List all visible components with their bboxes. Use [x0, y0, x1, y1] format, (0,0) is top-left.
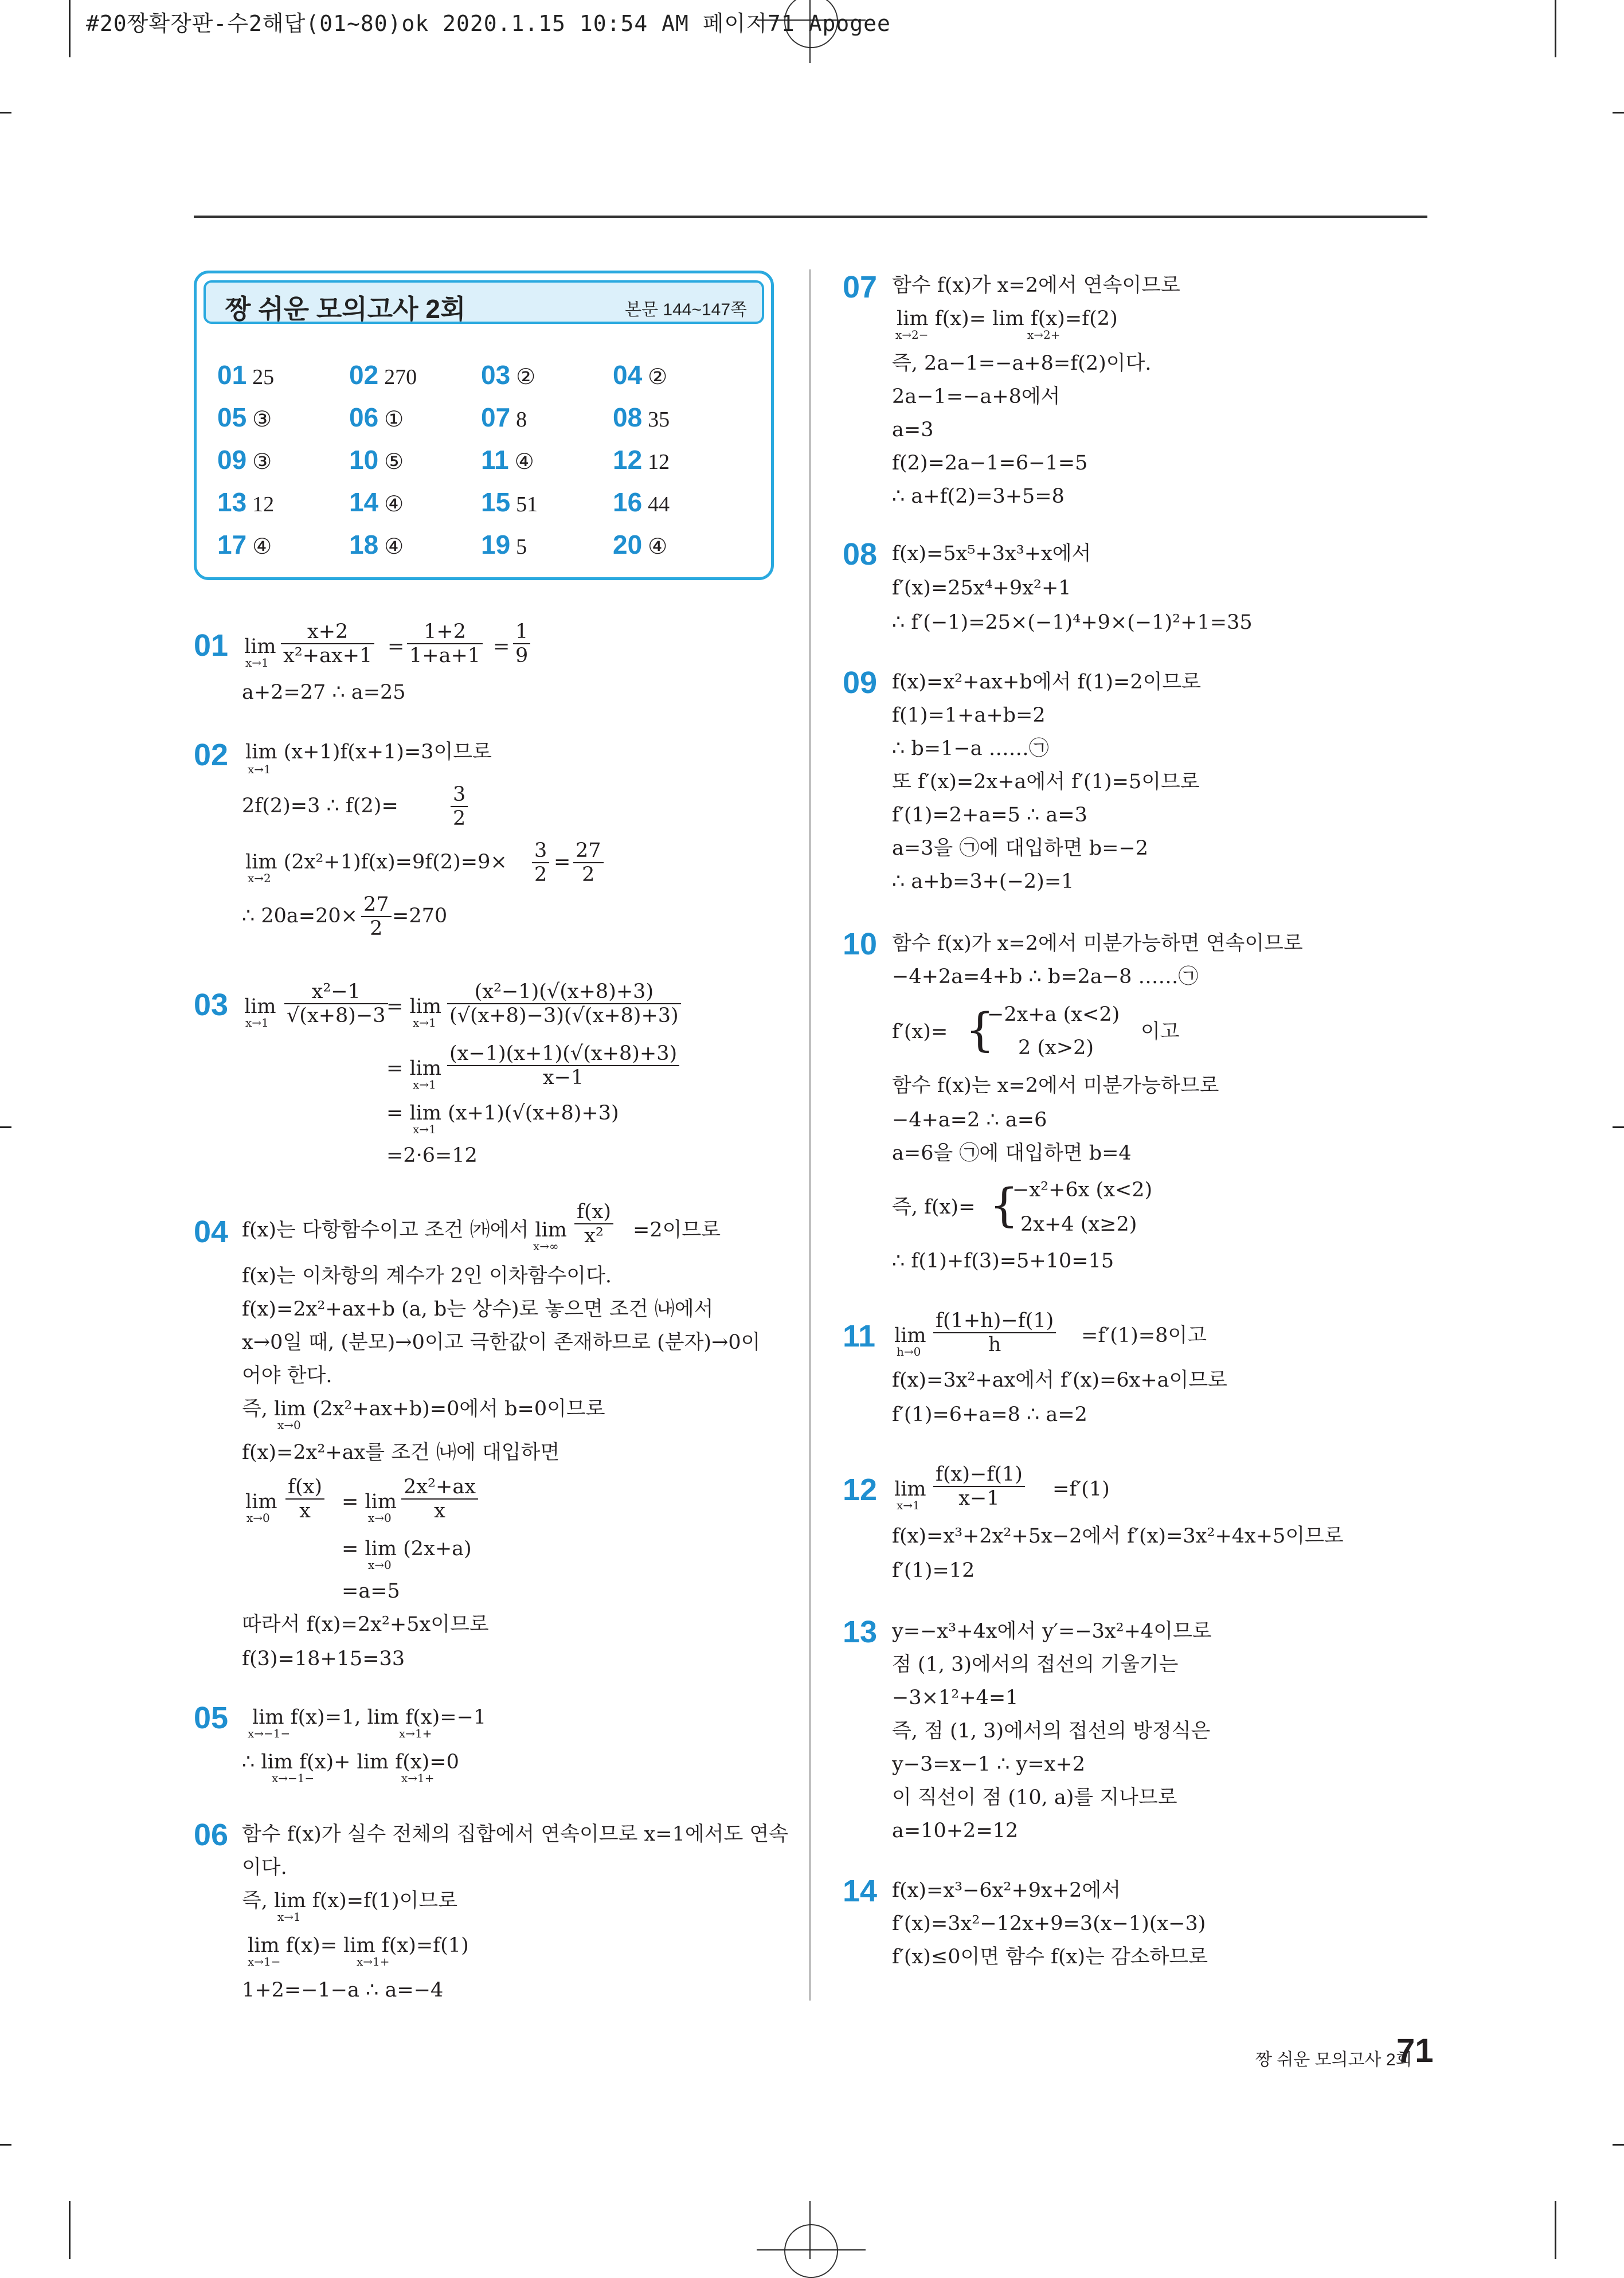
case-line: −2x+a (x<2): [987, 1003, 1120, 1026]
solution-line: f′(x)=3x²−12x+9=3(x−1)(x−3): [892, 1912, 1206, 1935]
registration-line: [809, 2201, 811, 2259]
solution-line: f′(x)=25x⁴+9x²+1: [892, 577, 1071, 600]
answer-number: 19: [481, 530, 511, 559]
equals: =: [493, 635, 510, 658]
answer-number: 13: [217, 487, 247, 517]
answer-value: ③: [252, 450, 272, 474]
limit-symbol: = lim: [342, 1490, 397, 1513]
answer-item: [349, 402, 404, 433]
header-rule: [194, 216, 1427, 218]
solution-line: =2이므로: [633, 1219, 721, 1242]
solution-line: 이고: [1141, 1020, 1180, 1043]
solution-line: ∴ f(1)+f(3)=5+10=15: [892, 1250, 1114, 1273]
answer-box-header: [204, 280, 764, 324]
problem-number: 11: [843, 1319, 876, 1353]
answer-value: ①: [384, 408, 404, 432]
limit-subscript: x→0: [246, 1511, 270, 1525]
fraction: [401, 1475, 478, 1522]
solution-line: f(x)=2x²+ax+b (a, b는 상수)로 놓으면 조건 ㈏에서: [242, 1298, 714, 1321]
solution-line: f(2)=2a−1=6−1=5: [892, 452, 1088, 475]
problem-number: 02: [194, 738, 229, 772]
answer-item: [613, 359, 667, 390]
problem-number: 14: [843, 1874, 878, 1908]
solution-line: a=10+2=12: [892, 1819, 1019, 1842]
numerator: f(x): [285, 1475, 324, 1500]
numerator: f(x): [574, 1200, 613, 1224]
limit-subscript: x→−1−: [248, 1727, 291, 1740]
answer-number: 03: [481, 360, 511, 390]
answer-item: [217, 402, 272, 433]
numerator: 27: [573, 839, 604, 863]
answer-value: 25: [252, 365, 275, 389]
denominator: 1+a+1: [409, 644, 481, 667]
denominator: 2: [453, 807, 466, 830]
denominator: 2: [370, 917, 383, 940]
limit-subscript: x→1: [248, 762, 271, 776]
solution-line: lim f(x)= lim f(x)=f(2): [897, 307, 1118, 330]
answer-item: [349, 529, 404, 560]
fraction: [285, 1475, 324, 1522]
answer-item: [613, 444, 670, 475]
denominator: (√(x+8)−3)(√(x+8)+3): [449, 1004, 679, 1027]
solution-line: a+2=27 ∴ a=25: [242, 681, 406, 704]
solution-line: =f′(1): [1052, 1478, 1110, 1501]
solution-line: =2·6=12: [386, 1144, 478, 1167]
problem-number: 12: [843, 1473, 878, 1507]
solution-line: f(x)=2x²+ax를 조건 ㈏에 대입하면: [242, 1441, 560, 1464]
solution-line: 함수 f(x)가 실수 전체의 집합에서 연속이므로 x=1에서도 연속: [242, 1823, 789, 1846]
numerator: x+2: [281, 620, 374, 644]
solution-line: 1+2=−1−a ∴ a=−4: [242, 1979, 444, 2002]
denominator: x²: [584, 1224, 604, 1247]
denominator: √(x+8)−3: [287, 1004, 386, 1027]
print-slug: #20짱확장판-수2해답(01~80)ok 2020.1.15 10:54 AM 페이지71 Apogee: [86, 11, 891, 36]
solution-line: 즉, lim f(x)=f(1)이므로: [242, 1889, 458, 1912]
fraction: [933, 1309, 1056, 1356]
solution-line: y−3=x−1 ∴ y=x+2: [892, 1753, 1085, 1776]
crop-mark: [0, 2144, 11, 2146]
fraction: [447, 1042, 679, 1089]
limit-subscript: x→0: [277, 1418, 301, 1432]
limit-subscript: x→−1−: [272, 1771, 315, 1785]
fraction: [573, 839, 604, 886]
answer-number: 18: [349, 530, 379, 559]
answer-value: ④: [384, 492, 404, 516]
solution-line: 점 (1, 3)에서의 접선의 기울기는: [892, 1653, 1179, 1676]
answer-value: ③: [252, 408, 272, 432]
solution-line: = lim (x+1)(√(x+8)+3): [386, 1102, 619, 1125]
problem-number: 06: [194, 1818, 229, 1852]
fraction: [933, 1463, 1025, 1510]
answer-value: 8: [516, 408, 527, 432]
limit-subscript: x→0: [368, 1558, 392, 1572]
answer-number: 11: [481, 445, 509, 475]
solution-line: lim f(x)=1, lim f(x)=−1: [252, 1706, 487, 1729]
answer-item: [217, 444, 272, 475]
answer-item: [217, 529, 272, 560]
limit-symbol: lim: [894, 1478, 926, 1501]
solution-line: lim (x+1)f(x+1)=3이므로: [245, 741, 492, 764]
answer-box-pages: 본문 144~147쪽: [625, 300, 747, 319]
numerator: 3: [532, 839, 549, 863]
answer-box: [194, 271, 774, 580]
limit-subscript: x→0: [368, 1511, 392, 1525]
solution-line: ∴ 20a=20×: [242, 905, 358, 927]
answer-value: ④: [648, 535, 668, 559]
denominator: x−1: [958, 1487, 1000, 1510]
answer-number: 17: [217, 530, 247, 559]
solution-line: =f′(1)=8이고: [1081, 1324, 1207, 1347]
problem-number: 01: [194, 628, 229, 663]
limit-symbol: lim: [894, 1324, 926, 1347]
answer-value: ④: [384, 535, 404, 559]
answer-value: 12: [648, 450, 670, 474]
denominator: x²+ax+1: [283, 644, 373, 667]
solution-line: a=6을 ㉠에 대입하면 b=4: [892, 1142, 1132, 1165]
answer-number: 20: [613, 530, 643, 559]
solution-line: 2f(2)=3 ∴ f(2)=: [242, 794, 398, 817]
problem-number: 05: [194, 1701, 229, 1735]
solution-line: ∴ f′(−1)=25×(−1)⁴+9×(−1)²+1=35: [892, 611, 1253, 634]
solution-line: =270: [392, 905, 448, 927]
numerator: f(x)−f(1): [933, 1463, 1025, 1487]
solution-line: a=3을 ㉠에 대입하면 b=−2: [892, 837, 1149, 860]
problem-number: 10: [843, 927, 878, 961]
limit-subscript: x→1+: [357, 1955, 390, 1968]
problem-number: 09: [843, 666, 878, 700]
solution-line: a=3: [892, 418, 934, 441]
solution-line: f(x)=x³−6x²+9x+2에서: [892, 1879, 1121, 1902]
solution-line: 어야 한다.: [242, 1364, 332, 1387]
solution-line: 즉, 2a−1=−a+8=f(2)이다.: [892, 352, 1152, 375]
denominator: h: [988, 1333, 1001, 1356]
answer-number: 06: [349, 402, 379, 432]
denominator: x: [299, 1500, 311, 1522]
problem-number: 04: [194, 1215, 229, 1249]
denominator: 9: [515, 644, 529, 667]
denominator: 2: [534, 863, 547, 886]
answer-number: 15: [481, 487, 511, 517]
crop-mark: [69, 2201, 71, 2259]
answer-value: 5: [516, 535, 527, 559]
numerator: x²−1: [284, 980, 388, 1004]
crop-mark: [0, 112, 11, 113]
solution-line: 즉, 점 (1, 3)에서의 접선의 방정식은: [892, 1720, 1211, 1743]
limit-subscript: x→1: [245, 1016, 269, 1030]
solution-line: 함수 f(x)가 x=2에서 미분가능하면 연속이므로: [892, 932, 1303, 955]
answer-value: ②: [516, 365, 536, 389]
answer-item: [349, 359, 417, 390]
solution-line: f(3)=18+15=33: [242, 1647, 405, 1670]
answer-number: 14: [349, 487, 379, 517]
limit-symbol: = lim: [386, 1057, 442, 1080]
brace: {: [989, 1179, 1019, 1232]
solution-line: −3×1²+4=1: [892, 1686, 1019, 1709]
answer-value: 51: [516, 492, 538, 516]
limit-subscript: x→1−: [248, 1955, 281, 1968]
solution-line: ∴ a+b=3+(−2)=1: [892, 870, 1074, 893]
case-line: 2x+4 (x≥2): [1020, 1213, 1137, 1236]
solution-line: −4+2a=4+b ∴ b=2a−8 ……㉠: [892, 965, 1199, 988]
answer-number: 05: [217, 402, 247, 432]
answer-item: [481, 529, 527, 560]
solution-line: f′(1)=6+a=8 ∴ a=2: [892, 1403, 1087, 1426]
solution-line: f(1)=1+a+b=2: [892, 704, 1046, 727]
equals: =: [554, 851, 571, 874]
answer-item: [349, 444, 404, 475]
brace: {: [965, 1003, 995, 1056]
limit-subscript: x→2: [248, 871, 271, 885]
problem-number: 07: [843, 270, 878, 304]
limit-subscript: x→1: [897, 1498, 920, 1512]
limit-symbol: lim: [244, 995, 276, 1018]
fraction: [451, 783, 468, 830]
solution-line: = lim (2x+a): [342, 1537, 472, 1560]
limit-subscript: x→1: [413, 1078, 436, 1091]
crop-mark: [1613, 2144, 1624, 2146]
fraction: [407, 620, 483, 667]
answer-item: [481, 487, 538, 518]
numerator: 3: [451, 783, 468, 807]
answer-item: [613, 402, 670, 433]
answer-number: 10: [349, 445, 379, 475]
limit-subscript: x→1+: [401, 1771, 435, 1785]
footer-label: 짱 쉬운 모의고사 2회: [1255, 2050, 1412, 2069]
solution-line: f(x)=5x⁵+3x³+x에서: [892, 542, 1091, 565]
solution-line: 2a−1=−a+8에서: [892, 385, 1061, 408]
solution-line: x→0일 때, (분모)→0이고 극한값이 존재하므로 (분자)→0이: [242, 1331, 761, 1354]
answer-item: [481, 444, 534, 475]
answer-number: 04: [613, 360, 643, 390]
equals: =: [388, 635, 405, 658]
solution-line: 즉, lim (2x²+ax+b)=0에서 b=0이므로: [242, 1398, 605, 1420]
answer-number: 07: [481, 402, 511, 432]
answer-value: 12: [252, 492, 275, 516]
crop-mark: [1613, 112, 1624, 113]
crop-mark: [0, 1126, 11, 1128]
solution-line: f′(x)=: [892, 1020, 948, 1043]
registration-mark: [784, 2224, 838, 2278]
problem-number: 03: [194, 988, 229, 1022]
solution-line: lim (2x²+1)f(x)=9f(2)=9×: [245, 851, 507, 874]
solution-line: 이다.: [242, 1856, 287, 1879]
denominator: x: [434, 1500, 445, 1522]
limit-subscript: x→1: [245, 656, 269, 670]
limit-symbol: lim: [245, 1490, 277, 1513]
solution-line: 이 직선이 점 (10, a)를 지나므로: [892, 1786, 1177, 1809]
numerator: 1: [513, 620, 530, 644]
limit-subscript: h→0: [897, 1345, 921, 1359]
answer-number: 09: [217, 445, 247, 475]
answer-value: 44: [648, 492, 670, 516]
solution-line: ∴ a+f(2)=3+5=8: [892, 485, 1065, 508]
limit-subscript: x→1: [277, 1910, 301, 1924]
solution-line: f′(x)≤0이면 함수 f(x)는 감소하므로: [892, 1946, 1208, 1968]
answer-item: [613, 487, 670, 518]
answer-value: ④: [252, 535, 272, 559]
limit-subscript: x→∞: [533, 1239, 559, 1253]
crop-mark: [69, 0, 71, 57]
answer-item: [481, 402, 527, 433]
numerator: (x−1)(x+1)(√(x+8)+3): [447, 1042, 679, 1066]
answer-number: 16: [613, 487, 643, 517]
crop-mark: [1555, 2201, 1556, 2259]
problem-number: 08: [843, 537, 878, 572]
fraction: [513, 620, 530, 667]
page-number: 71: [1396, 2032, 1434, 2069]
answer-number: 02: [349, 360, 379, 390]
solution-line: f(x)=x²+ax+b에서 f(1)=2이므로: [892, 671, 1202, 694]
solution-line: 함수 f(x)가 x=2에서 연속이므로: [892, 274, 1180, 297]
numerator: (x²−1)(√(x+8)+3): [447, 980, 681, 1004]
answer-item: [217, 359, 274, 390]
fraction: [532, 839, 549, 886]
solution-line: f(x)=3x²+ax에서 f′(x)=6x+a이므로: [892, 1369, 1227, 1392]
fraction: [574, 1200, 613, 1247]
case-line: 2 (x>2): [1018, 1036, 1094, 1059]
answer-value: ⑤: [384, 450, 404, 474]
answer-number: 08: [613, 402, 643, 432]
solution-line: f(x)=x³+2x²+5x−2에서 f′(x)=3x²+4x+5이므로: [892, 1525, 1344, 1548]
answer-item: [349, 487, 404, 518]
fraction: [281, 620, 374, 667]
numerator: 2x²+ax: [401, 1475, 478, 1500]
limit-subscript: x→1+: [399, 1727, 432, 1740]
limit-subscript: x→2+: [1027, 328, 1061, 342]
case-line: −x²+6x (x<2): [1012, 1179, 1153, 1201]
limit-subscript: x→1: [413, 1122, 436, 1136]
solution-line: f(x)는 이차항의 계수가 2인 이차함수이다.: [242, 1265, 612, 1287]
solution-line: =a=5: [342, 1580, 400, 1603]
solution-line: −4+a=2 ∴ a=6: [892, 1109, 1047, 1132]
answer-item: [217, 487, 274, 518]
solution-line: 즉, f(x)=: [892, 1196, 976, 1219]
solution-line: 함수 f(x)는 x=2에서 미분가능하므로: [892, 1074, 1219, 1097]
answer-box-title: 짱 쉬운 모의고사 2회: [225, 294, 466, 324]
numerator: 27: [361, 893, 392, 917]
solution-line: y=−x³+4x에서 y′=−3x²+4이므로: [892, 1620, 1212, 1643]
registration-line: [757, 2249, 866, 2250]
answer-value: ④: [514, 450, 534, 474]
answer-item: [613, 529, 667, 560]
denominator: 2: [582, 863, 595, 886]
solution-line: f′(1)=12: [892, 1559, 975, 1582]
fraction: [361, 893, 392, 940]
denominator: x−1: [542, 1066, 584, 1089]
limit-symbol: lim: [244, 635, 276, 658]
column-divider: [809, 269, 811, 2001]
solution-line: ∴ lim f(x)+ lim f(x)=0: [242, 1751, 459, 1774]
numerator: 1+2: [407, 620, 483, 644]
crop-mark: [1613, 1126, 1624, 1128]
answer-number: 12: [613, 445, 643, 475]
limit-subscript: x→2−: [895, 328, 929, 342]
answer-value: ②: [648, 365, 668, 389]
solution-line: ∴ b=1−a ……㉠: [892, 737, 1049, 760]
fraction: [284, 980, 388, 1027]
fraction: [447, 980, 681, 1027]
numerator: f(1+h)−f(1): [933, 1309, 1056, 1333]
problem-number: 13: [843, 1615, 878, 1649]
answer-item: [481, 359, 535, 390]
limit-symbol: = lim: [386, 995, 442, 1018]
solution-line: f′(1)=2+a=5 ∴ a=3: [892, 804, 1087, 827]
answer-value: 270: [384, 365, 417, 389]
solution-line: lim f(x)= lim f(x)=f(1): [248, 1934, 469, 1957]
limit-subscript: x→1: [413, 1016, 436, 1030]
solution-line: 또 f′(x)=2x+a에서 f′(1)=5이므로: [892, 770, 1200, 793]
solution-line: f(x)는 다항함수이고 조건 ㈎에서 lim: [242, 1219, 567, 1242]
answer-number: 01: [217, 360, 247, 390]
crop-mark: [1555, 0, 1556, 57]
answer-value: 35: [648, 408, 670, 432]
solution-line: 따라서 f(x)=2x²+5x이므로: [242, 1613, 489, 1636]
